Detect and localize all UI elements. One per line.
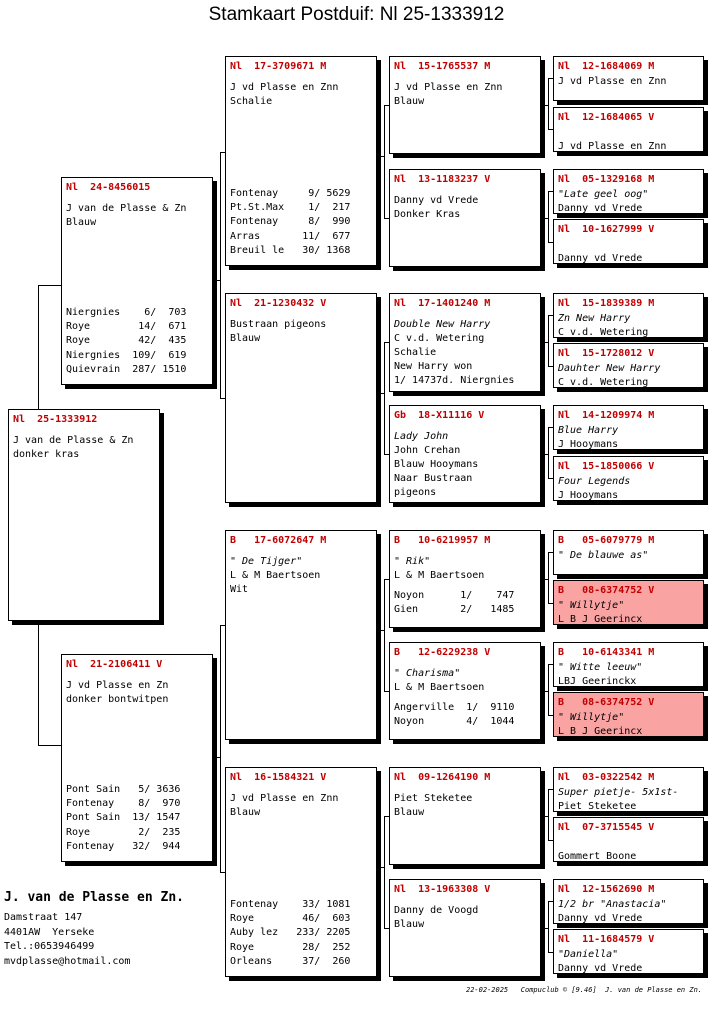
ring-number: Nl 15-1839389 M [558,298,655,309]
ring-number: Nl 15-1765537 M [394,61,491,72]
pigeon-info-line: " De blauwe as" [558,550,649,561]
pigeon-card-great-grandparent [389,642,541,740]
connector-line [384,105,385,218]
ring-number: Nl 15-1728012 V [558,348,655,359]
ring-number: B 17-6072647 M [230,535,327,546]
breeder-name: J. van de Plasse en Zn. [4,890,185,905]
connector-line [541,816,548,817]
ring-number: B 10-6219957 M [394,535,491,546]
page-title: Stamkaart Postduif: Nl 25-1333912 [208,4,505,25]
pigeon-info-line: J vd Plasse en Znn [230,82,339,93]
pigeon-info-line: Danny de Voogd [394,905,479,916]
pigeon-info-line: " Charisma" [394,668,461,679]
ring-number: Nl 03-0322542 M [558,772,655,783]
ring-number: Nl 17-3709671 M [230,61,327,72]
ring-number: Nl 09-1264190 M [394,772,491,783]
pigeon-info-line: C v.d. Wetering [558,377,649,388]
pigeon-card-gen4 [553,642,704,687]
pigeon-info-line: Danny vd Vrede [558,963,643,974]
ring-number: Nl 21-1230432 V [230,298,327,309]
race-result: Quievrain 287/ 1510 [66,363,187,375]
race-result: Niergnies 109/ 619 [66,349,187,361]
pigeon-info-line: Zn New Harry [558,313,631,324]
connector-line [38,285,39,409]
pigeon-info-line: Blauw Hooymans [394,459,479,470]
ring-number: B 12-6229238 V [394,647,491,658]
connector-line [213,757,220,758]
pigeon-info-line: New Harry won [394,361,473,372]
ring-number: Nl 13-1963308 V [394,884,491,895]
ring-number: B 08-6374752 V [558,585,655,596]
pigeon-card-gen4 [553,405,704,450]
ring-number: B 08-6374752 V [558,697,655,708]
race-result: Gien 2/ 1485 [394,604,515,616]
race-result: Roye 2/ 235 [66,826,181,838]
connector-line [548,901,549,952]
race-results [230,187,372,258]
connector-line [384,579,385,691]
race-result: Pont Sain 5/ 3636 [66,784,181,795]
pigeon-card-gen4 [553,879,704,924]
pigeon-card-gen4 [553,817,704,862]
connector-line [548,664,549,715]
pigeon-info-line: J Hooymans [558,439,619,450]
pigeon-info-line: C v.d. Wetering [558,327,649,338]
pigeon-card-gen4 [553,169,704,214]
ring-number: Nl 21-2106411 V [66,659,163,670]
race-result: Noyon 4/ 1044 [394,716,515,728]
connector-line [38,745,61,746]
pigeon-card-parent [61,177,213,385]
pigeon-card-gen4 [553,343,704,388]
ring-number: B 10-6143341 M [558,647,655,658]
ring-number: Nl 12-1684065 V [558,112,655,123]
pigeon-info-line: " Witte leeuw" [558,662,643,673]
pigeon-info-line [558,238,699,252]
pigeon-info-line: J van de Plasse & Zn [13,435,134,446]
pigeon-info-line: Naar Bustraan [394,473,473,484]
pigeon-info-line: J Hooymans [558,490,619,501]
connector-line [377,867,384,868]
ring-number: Nl 10-1627999 V [558,224,655,235]
pigeon-card-gen4 [553,580,704,625]
pigeon-info-line: J vd Plasse en Znn [558,141,667,152]
pigeon-info-line: Lady John [394,431,449,442]
pigeon-info-line: pigeons [394,487,437,498]
pigeon-info-line: L & M Baertsoen [394,570,485,581]
pigeon-info-line: Dauhter New Harry [558,363,661,374]
connector-line [548,789,549,840]
breeder-info [4,889,184,969]
pigeon-card-gen4 [553,530,704,575]
pigeon-card-great-grandparent [389,56,541,154]
pigeon-card-grandparent [225,767,377,977]
pigeon-card-parent [61,654,213,862]
pigeon-info-line: Blauw [230,807,261,818]
pigeon-info-line: Piet Steketee [558,801,637,812]
ring-number: Nl 12-1684069 M [558,61,655,72]
pigeon-card-gen4 [553,56,704,101]
race-result: Roye 28/ 252 [230,941,351,953]
pigeon-card-great-grandparent [389,530,541,628]
connector-line [220,152,221,398]
race-result: Niergnies 6/ 703 [66,307,187,318]
pigeon-info-line: C v.d. Wetering [394,333,485,344]
pigeon-card-gen4 [553,219,704,264]
pigeon-info-line: Danny vd Vrede [558,913,643,924]
pigeon-info-line: Piet Steketee [394,793,473,804]
breeder-phone: Tel.:0653946499 [4,941,95,952]
pigeon-info-line: L B J Geerincx [558,614,643,625]
pigeon-info-line: L & M Baertsoen [394,682,485,693]
race-results [394,589,536,617]
pigeon-info-line: Donker Kras [394,209,461,220]
connector-line [377,393,384,394]
pigeon-card-gen4 [553,107,704,152]
pigeon-info-line: " Willytje" [558,600,625,611]
pigeon-info-line: 1/2 br "Anastacia" [558,899,667,910]
ring-number: Nl 12-1562690 M [558,884,655,895]
race-results [394,701,536,729]
ring-number: Nl 05-1329168 M [558,174,655,185]
ring-number: Nl 14-1209974 M [558,410,655,421]
pigeon-info-line: Blauw [66,217,97,228]
connector-line [384,342,385,454]
race-result: Fontenay 9/ 5629 [230,188,351,199]
pigeon-info-line [558,836,699,850]
pigeon-card-grandparent [225,56,377,266]
ring-number: Nl 24-8456015 [66,182,151,193]
pigeon-info-line: Four Legends [558,476,631,487]
ring-number: Nl 17-1401240 M [394,298,491,309]
pigeon-info-line: donker bontwitpen [66,694,169,705]
pigeon-info-line: Super pietje- 5x1st- [558,787,679,798]
ring-number: Nl 25-1333912 [13,414,98,425]
race-result: Pont Sain 13/ 1547 [66,812,181,824]
pigeon-info-line: Danny vd Vrede [558,203,643,214]
pigeon-info-line: Gommert Boone [558,851,637,862]
race-result: Fontenay 8/ 990 [230,216,351,228]
race-result: Fontenay 32/ 944 [66,840,181,852]
ring-number: Nl 11-1684579 V [558,934,655,945]
pigeon-info-line: " De Tijger" [230,556,303,567]
connector-line [38,285,61,286]
connector-line [548,78,549,129]
connector-line [541,218,548,219]
pigeon-info-line: Bustraan pigeons [230,319,327,330]
pigeon-info-line: Blauw [394,96,425,107]
pigeon-info-line: "Daniella" [558,949,619,960]
breeder-email: mvdplasse@hotmail.com [4,955,131,967]
pigeon-info-line: John Crehan [394,445,461,456]
pigeon-info-line: Double New Harry [394,319,491,330]
ring-number: Gb 18-X11116 V [394,410,485,421]
race-result: Roye 46/ 603 [230,913,351,925]
connector-line [541,342,548,343]
pigeon-info-line: L B J Geerincx [558,726,643,737]
connector-line [548,191,549,242]
ring-number: Nl 15-1850066 V [558,461,655,472]
pigeon-card-gen4 [553,767,704,812]
connector-line [541,928,548,929]
pigeon-info-line: 1/ 14737d. Niergnies [394,375,515,386]
pigeon-info-line: J vd Plasse en Znn [394,82,503,93]
connector-line [541,691,548,692]
pigeon-card-grandparent [225,530,377,740]
pigeon-info-line: "Late geel oog" [558,189,649,200]
breeder-postcode: 4401AW Yerseke [4,926,95,938]
pigeon-card-gen4 [553,456,704,501]
ring-number: B 05-6079779 M [558,535,655,546]
connector-line [213,280,220,281]
pigeon-info-line: Blue Harry [558,425,619,436]
pigeon-info-line [558,126,699,140]
pigeon-card-great-grandparent [389,767,541,865]
pigeon-info-line: LBJ Geerinckx [558,676,637,687]
pigeon-card-great-grandparent [389,169,541,267]
race-results [66,783,208,854]
connector-line [541,105,548,106]
pigeon-info-line: J vd Plasse en Zn [66,680,169,691]
pigeon-card-gen4 [553,929,704,974]
race-result: Angerville 1/ 9110 [394,702,515,713]
footer-credit: 22-02-2025 Compuclub © [9.46] J. van de Plasse en Zn. [466,986,703,994]
pigeon-info-line: Wit [230,584,249,595]
connector-line [377,156,384,157]
race-result: Roye 14/ 671 [66,321,187,333]
connector-line [220,625,221,872]
pigeon-card-great-grandparent [389,405,541,503]
connector-line [541,579,548,580]
pigeon-info-line: Schalie [394,347,437,358]
pigeon-info-line: " Rik" [394,556,431,567]
pigeon-card-gen4 [553,293,704,338]
race-result: Arras 11/ 677 [230,230,351,242]
pigeon-info-line: Danny vd Vrede [394,195,479,206]
race-results [66,306,208,377]
breeder-address: Damstraat 147 [4,912,83,923]
ring-number: Nl 07-3715545 V [558,822,655,833]
connector-line [548,427,549,478]
connector-line [548,315,549,366]
race-result: Orleans 37/ 260 [230,955,351,967]
pigeon-info-line: Schalie [230,96,273,107]
race-result: Breuil le 30/ 1368 [230,244,351,256]
race-result: Fontenay 33/ 1081 [230,899,351,910]
pigeon-card-gen4 [553,692,704,737]
pigeon-info-line: L & M Baertsoen [230,570,321,581]
pigeon-info-line: Blauw [394,919,425,930]
pigeon-card-grandparent [225,293,377,503]
race-result: Auby lez 233/ 2205 [230,927,351,939]
pigeon-info-line: " Willytje" [558,712,625,723]
race-results [230,898,372,969]
race-result: Pt.St.Max 1/ 217 [230,202,351,214]
connector-line [548,552,549,603]
connector-line [541,454,548,455]
race-result: Roye 42/ 435 [66,335,187,347]
ring-number: Nl 13-1183237 V [394,174,491,185]
pigeon-info-line: J vd Plasse en Znn [230,793,339,804]
pigeon-info-line: Blauw [394,807,425,818]
pigeon-info-line: J van de Plasse & Zn [66,203,187,214]
connector-line [377,630,384,631]
pigeon-info-line: donker kras [13,449,80,460]
pigeon-card-great-grandparent [389,879,541,977]
race-result: Noyon 1/ 747 [394,590,515,601]
connector-line [384,816,385,928]
pigeon-info-line: J vd Plasse en Znn [558,76,667,87]
pigeon-card-great-grandparent [389,293,541,392]
connector-line [38,621,39,745]
pigeon-info-line: Danny vd Vrede [558,253,643,264]
ring-number: Nl 16-1584321 V [230,772,327,783]
pigeon-info-line: Blauw [230,333,261,344]
pigeon-card-subject [8,409,160,621]
race-result: Fontenay 8/ 970 [66,798,181,810]
